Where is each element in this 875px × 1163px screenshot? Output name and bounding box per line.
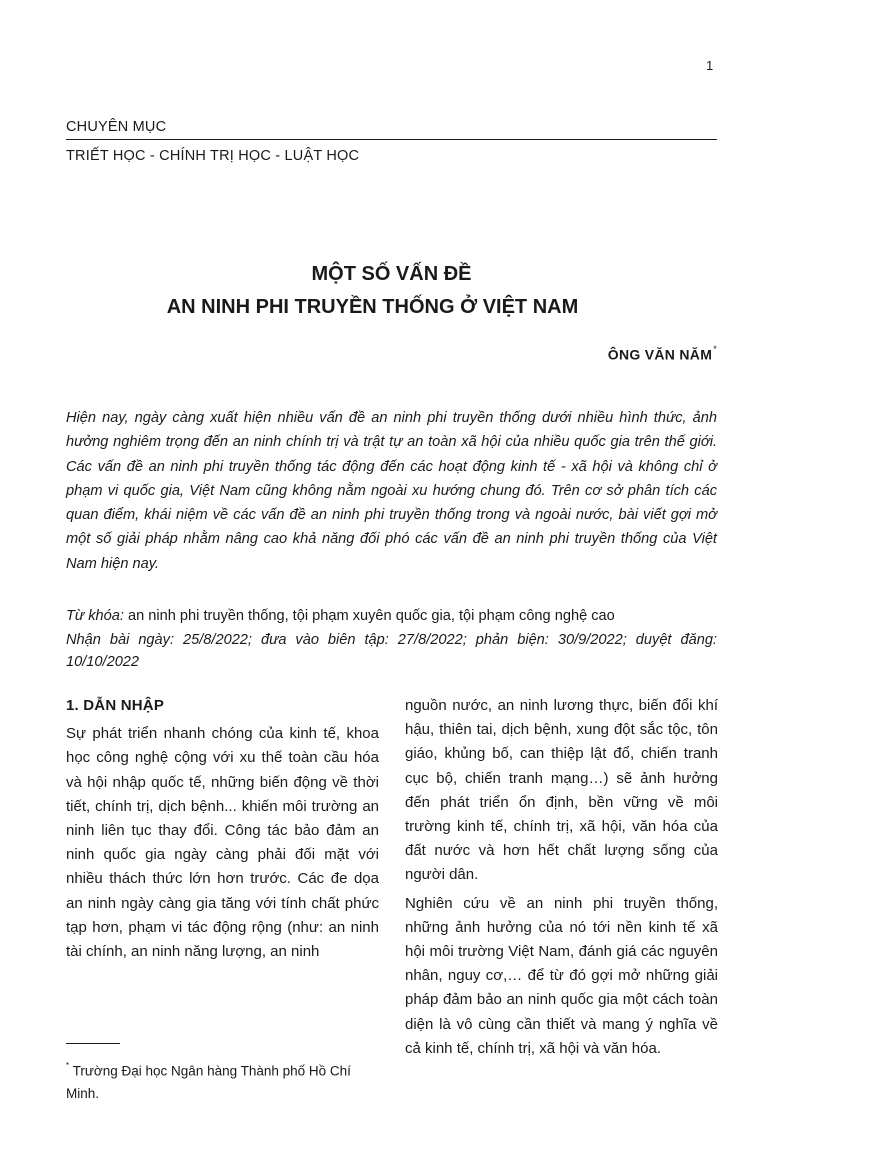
keywords-label: Từ khóa:	[66, 608, 124, 624]
footnote-mark: *	[66, 1061, 70, 1070]
keywords-text: an ninh phi truyền thống, tội phạm xuyên quốc gia, tội phạm công nghệ cao	[123, 608, 615, 624]
author-footnote-mark: *	[713, 344, 717, 354]
rubric-fields: TRIẾT HỌC - CHÍNH TRỊ HỌC - LUẬT HỌC	[66, 148, 360, 164]
rubric-rule	[66, 139, 717, 140]
article-title-line1: MỘT SỐ VẤN ĐỀ	[311, 263, 472, 285]
body-paragraph: Sự phát triển nhanh chóng của kinh tế, khoa học công nghệ cộng với xu thế toàn cầu hóa và hội nhập quốc tế, những biến động về thời tiết, chính trị, dịch bệnh... khiến môi trường an ninh liên tục thay đổi. Công tác bảo đảm an ninh quốc gia ngày càng phải đối mặt với nhiều thách thức lớn hơn trước. Các đe dọa an ninh ngày càng gia tăng với tính chất phức tạp hơn, phạm vi tác động rộng (như: an ninh tài chính, an ninh năng lượng, an ninh	[66, 725, 379, 961]
section-heading: 1. DẪN NHẬP	[66, 697, 165, 714]
body-paragraph: Nghiên cứu về an ninh phi truyền thống, những ảnh hưởng của nó tới nền kinh tế xã hội môi trường Việt Nam, đánh giá các nguyên nhân, nguy cơ,… để từ đó gợi mở những giải pháp đảm bảo an ninh quốc gia một cách toàn diện là vô cùng cần thiết và mang ý nghĩa về cả kinh tế, chính trị, xã hội và văn hóa.	[405, 894, 718, 1057]
footnote-rule	[66, 1043, 120, 1044]
footnote	[66, 1057, 379, 1105]
abstract: Hiện nay, ngày càng xuất hiện nhiều vấn đề an ninh phi truyền thống dưới nhiều hình thức, ảnh hưởng nghiêm trọng đến an ninh chính trị và trật tự an toàn xã hội của nhiều quốc gia trên thế giới. Các vấn đề an ninh phi truyền thống tác động đến các hoạt động kinh tế - xã hội và không chỉ ở phạm vi quốc gia, Việt Nam cũng không nằm ngoài xu hướng chung đó. Trên cơ sở phân tích các quan điểm, khái niệm về các vấn đề an ninh phi truyền thống trong và ngoài nước, bài viết gợi mở một số giải pháp nhằm nâng cao khả năng đối phó các vấn đề an ninh phi truyền thống của Việt Nam hiện nay.	[66, 410, 717, 572]
right-column	[405, 694, 718, 1061]
keywords	[66, 605, 717, 627]
author	[608, 346, 717, 363]
body-paragraph: nguồn nước, an ninh lương thực, biến đổi khí hậu, thiên tai, dịch bệnh, xung đột sắc tộc, tôn giáo, khủng bố, can thiệp lật đổ, chiến tranh cục bộ, chiến tranh mạng…) sẽ ảnh hưởng đến phát triển ổn định, bền vững về môi trường kinh tế, chính trị, xã hội, văn hóa của đất nước và hơn hết chất lượng sống của người dân.	[405, 697, 718, 884]
received-dates: Nhận bài ngày: 25/8/2022; đưa vào biên tập: 27/8/2022; phản biện: 30/9/2022; duyệt đăng: 10/10/2022	[66, 632, 717, 670]
article-title-line2: AN NINH PHI TRUYỀN THỐNG Ở VIỆT NAM	[166, 296, 579, 318]
rubric-label: CHUYÊN MỤC	[66, 119, 167, 135]
author-name: ÔNG VĂN NĂM	[607, 346, 713, 363]
page-number: 1	[706, 58, 714, 73]
footnote-text: Trường Đại học Ngân hàng Thành phố Hồ Chí Minh.	[66, 1063, 351, 1101]
left-column	[66, 694, 379, 964]
